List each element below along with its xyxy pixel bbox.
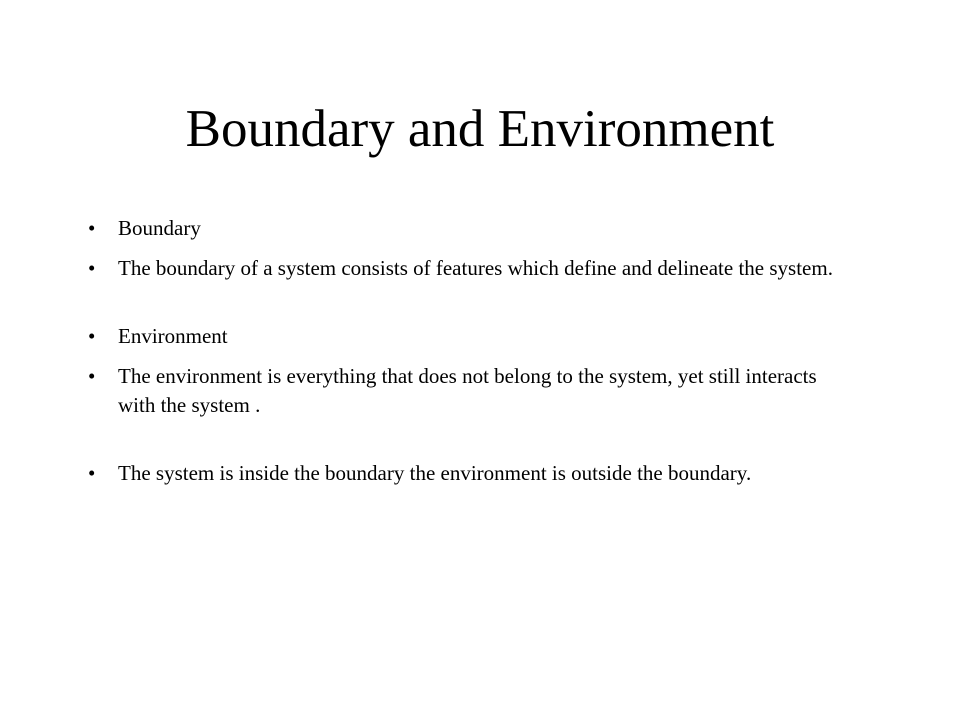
slide-title: Boundary and Environment — [185, 100, 775, 158]
bullet-icon: • — [88, 324, 96, 348]
bullet-text: The boundary of a system consists of features which define and delineate the system. — [118, 256, 833, 280]
bullet-text: The environment is everything that does not belong to the system, yet still interacts with the system . — [118, 364, 817, 417]
bullet-text: Environment — [118, 324, 228, 348]
bullet-item — [88, 254, 848, 283]
bullet-text: Boundary — [118, 216, 201, 240]
bullet-icon: • — [88, 256, 96, 280]
bullet-icon: • — [88, 216, 96, 240]
bullet-item — [88, 362, 848, 420]
bullet-item — [88, 459, 848, 488]
bullet-item — [88, 214, 848, 243]
bullet-icon: • — [88, 461, 96, 485]
bullet-icon: • — [88, 364, 96, 388]
bullet-item — [88, 322, 848, 351]
bullet-text: The system is inside the boundary the environment is outside the boundary. — [118, 461, 752, 485]
bullet-list — [88, 214, 848, 499]
